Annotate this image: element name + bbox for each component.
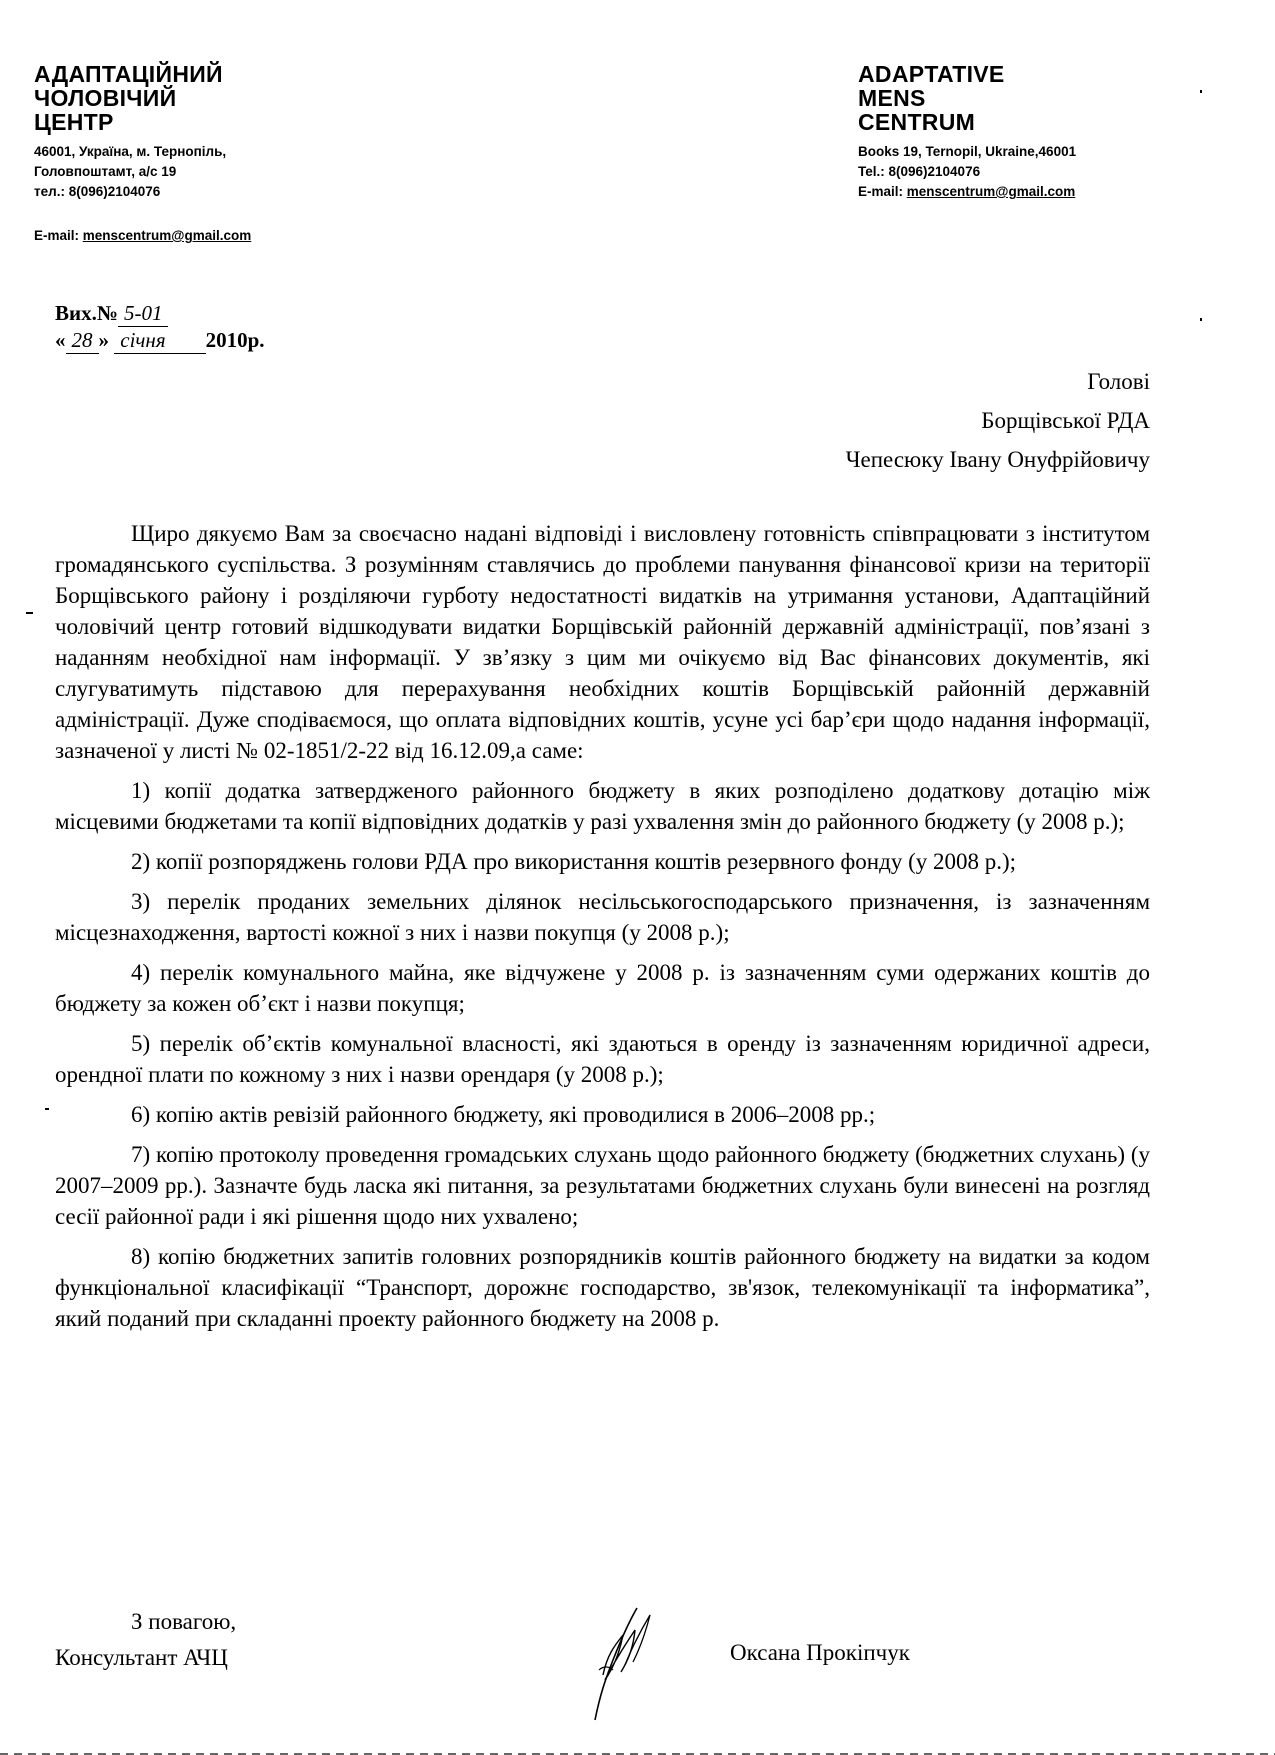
quote-mark: « [55, 328, 66, 352]
org-name-english [858, 62, 1188, 134]
addressee-line: Борщівської РДА [981, 408, 1150, 433]
request-item: 2) копії розпоряджень голови РДА про використання коштів резервного фонду (у 2008 р.); [131, 849, 1017, 874]
address-line: Books 19, Ternopil, Ukraine,46001 [858, 144, 1077, 159]
scan-artifact [45, 1108, 49, 1110]
scan-artifact [1200, 318, 1202, 321]
request-item: 4) перелік комунального майна, яке відчужене у 2008 р. із зазначенням суми одержаних коштів до бюджету за кожен об’єкт і назви покупця; [55, 960, 1150, 1016]
org-line: АДАПТАЦІЙНИЙ [34, 61, 223, 87]
signer-position: Консультант АЧЦ [55, 1645, 228, 1670]
addressee-line: Голові [1087, 369, 1150, 394]
request-item: 1) копії додатка затвердженого районного бюджету в яких розподілено додаткову дотацію між місцевими бюджетами та копії відповідних додатків у разі ухвалення змін до районного бюджету (у 2008 р.); [55, 778, 1150, 834]
closing-greeting: З повагою, [131, 1609, 237, 1634]
date-day: 28 [66, 327, 99, 354]
addressee-block [846, 362, 1150, 479]
org-name-ukrainian [34, 62, 354, 134]
outgoing-number [55, 300, 265, 327]
address-line: 46001, Україна, м. Тернопіль, [34, 144, 227, 159]
signer-name: Оксана Прокіпчук [730, 1640, 910, 1665]
org-line: MENS [858, 85, 926, 111]
request-item: 3) перелік проданих земельних ділянок несільськогосподарського призначення, із зазначенням місцезнаходження, вартості кожної з них і назви покупця (у 2008 р.); [55, 889, 1150, 945]
scan-artifact [26, 612, 33, 614]
quote-mark: » [98, 328, 109, 352]
request-item: 5) перелік об’єктів комунальної власності, які здаються в оренду із зазначенням юридичної адреси, орендної плати по кожному з них і назви орендаря (у 2008 р.); [55, 1031, 1150, 1087]
email-link[interactable]: menscentrum@gmail.com [82, 228, 252, 243]
outgoing-number-value: 5-01 [118, 300, 169, 327]
address-line: Головпоштамт, а/с 19 [34, 164, 177, 179]
email-link[interactable]: menscentrum@gmail.com [906, 184, 1076, 199]
address-ukrainian [34, 142, 354, 202]
phone-line: тел.: 8(096)2104076 [34, 184, 161, 199]
date-year: 2010р. [205, 328, 265, 352]
letterhead-left [34, 62, 354, 202]
intro-paragraph: Щиро дякуємо Вам за своєчасно надані відповіді і висловлену готовність співпрацювати з інститутом громадянського суспільства. З розумінням ставлячись до проблеми панування фінансової кризи на території Борщівського району і розділяючи гурботу недостатності видатків на утримання установи, Адаптаційний чоловічий центр готовий відшкодувати видатки Борщівській районній державній адміністрації, пов’язані з наданням необхідної нам інформації. У зв’язку з цим ми очікуємо від Вас фінансових документів, які слугуватимуть підставою для перерахування необхідних коштів Борщівській районній державній адміністрації. Дуже сподіваємося, що оплата відповідних коштів, усуне усі бар’єри щодо надання інформації, зазначеної у листі № 02-1851/2-22 від 16.12.09,а саме: [55, 521, 1150, 763]
address-english [858, 142, 1188, 202]
letterhead-right [858, 62, 1188, 202]
letter-body [55, 518, 1150, 1334]
org-line: ADAPTATIVE [858, 61, 1005, 87]
handwritten-signature [575, 1600, 685, 1730]
request-item: 6) копію актів ревізій районного бюджету, які проводилися в 2006–2008 рр.; [131, 1102, 876, 1127]
outgoing-reference [55, 300, 265, 354]
date-month: січня [114, 327, 205, 354]
closing-block [55, 1604, 236, 1676]
outgoing-number-label: Вих.№ [55, 301, 118, 325]
addressee-line: Чепесюку Івану Онуфрійовичу [845, 447, 1150, 472]
phone-line: Tel.: 8(096)2104076 [858, 164, 981, 179]
outgoing-date [55, 327, 265, 354]
scan-artifact [1200, 90, 1202, 93]
email-english [858, 182, 1188, 202]
org-line: ЧОЛОВІЧИЙ [34, 85, 177, 111]
request-item: 8) копію бюджетних запитів головних розпорядників коштів районного бюджету на видатки за кодом функціональної класифікації “Транспорт, дорожнє господарство, зв'язок, телекомунікації та інформатика”, який поданий при складанні проекту районного бюджету на 2008 р. [55, 1244, 1150, 1331]
email-ukrainian [34, 228, 251, 243]
org-line: CENTRUM [858, 109, 976, 135]
email-label: E-mail: [858, 184, 907, 199]
email-label: E-mail: [34, 228, 83, 243]
request-item: 7) копію протоколу проведення громадських слухань щодо районного бюджету (бюджетних слухань) (у 2007–2009 рр.). Зазначте будь ласка які питання, за результатами бюджетних слухань були винесені на розгляд сесії районної ради і які рішення щодо них ухвалено; [55, 1142, 1150, 1229]
org-line: ЦЕНТР [34, 109, 114, 135]
